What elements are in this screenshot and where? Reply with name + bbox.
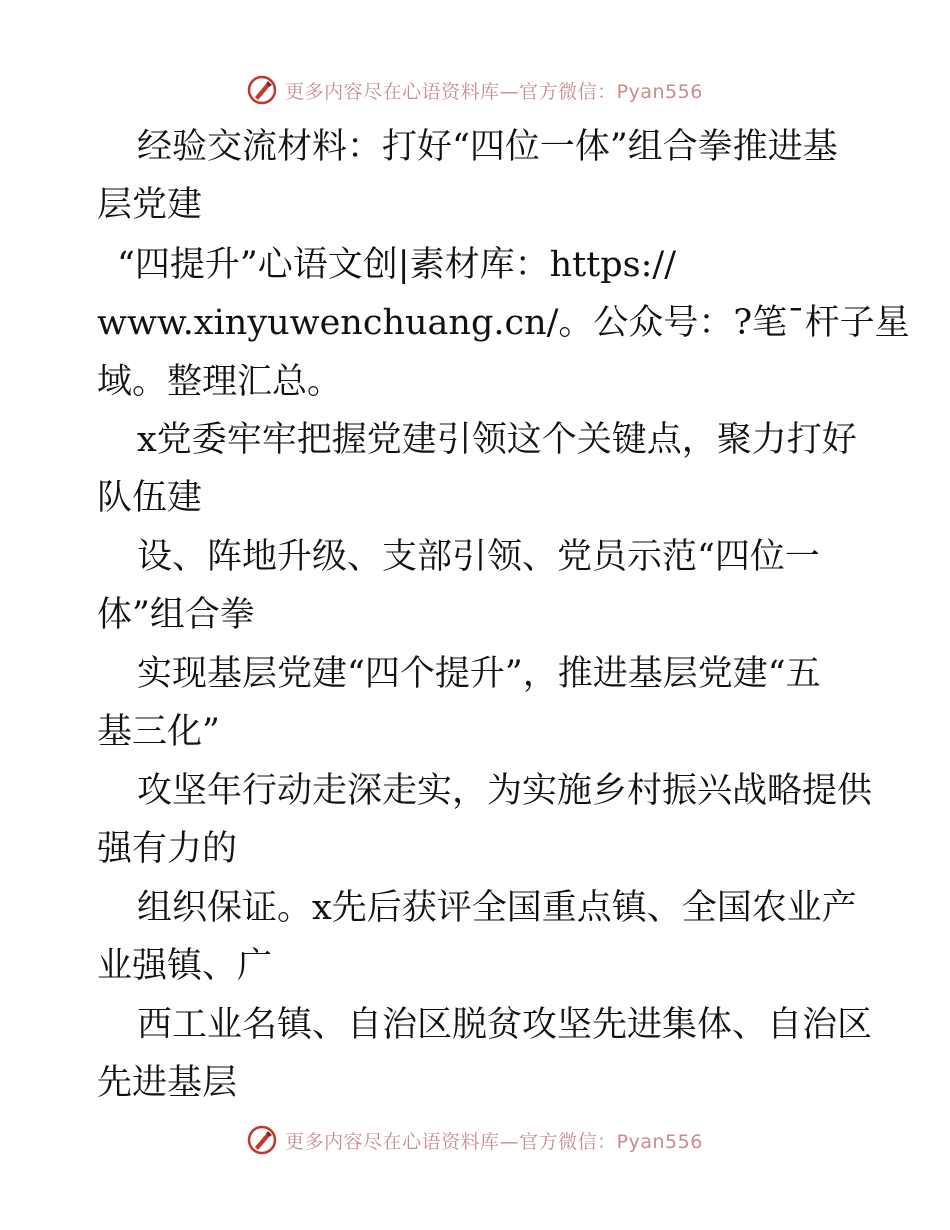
text-line: 业强镇、广 (97, 946, 273, 986)
text-line: 组织保证。x先后获评全国重点镇、全国农业产 (137, 888, 857, 928)
header-watermark (0, 70, 950, 110)
text-line: 体”组合拳 (97, 595, 255, 635)
text-line: 攻坚年行动走深走实，为实施乡村振兴战略提供 (137, 771, 873, 811)
text-line: x党委牢牢把握党建引领这个关键点，聚力打好 (137, 420, 857, 460)
text-line: 队伍建 (97, 478, 203, 518)
text-line: 先进基层 (97, 1063, 238, 1103)
text-line: 域。整理汇总。 (97, 362, 343, 402)
pen-logo-icon (247, 1125, 277, 1155)
text-line: 基三化” (97, 712, 220, 752)
watermark-text: 更多内容尽在心语资料库—官方微信：Pyan556 (285, 1130, 703, 1153)
footer-watermark (0, 1120, 950, 1160)
text-line: 强有力的 (97, 829, 238, 869)
text-line: 层党建 (97, 185, 203, 225)
text-line: 西工业名镇、自治区脱贫攻坚先进集体、自治区 (137, 1005, 873, 1045)
pen-logo-icon (247, 75, 277, 105)
text-line: 实现基层党建“四个提升”，推进基层党建“五 (137, 654, 821, 694)
watermark-text: 更多内容尽在心语资料库—官方微信：Pyan556 (285, 80, 703, 103)
text-line: 设、阵地升级、支部引领、党员示范“四位一 (137, 537, 820, 577)
text-line: www.xinyuwenchuang.cn/。公众号：?笔¯杆子星 (97, 303, 910, 343)
text-line: “四提升”心语文创|素材库：https:// (117, 245, 676, 285)
text-line: 经验交流材料：打好“四位一体”组合拳推进基 (137, 127, 838, 167)
